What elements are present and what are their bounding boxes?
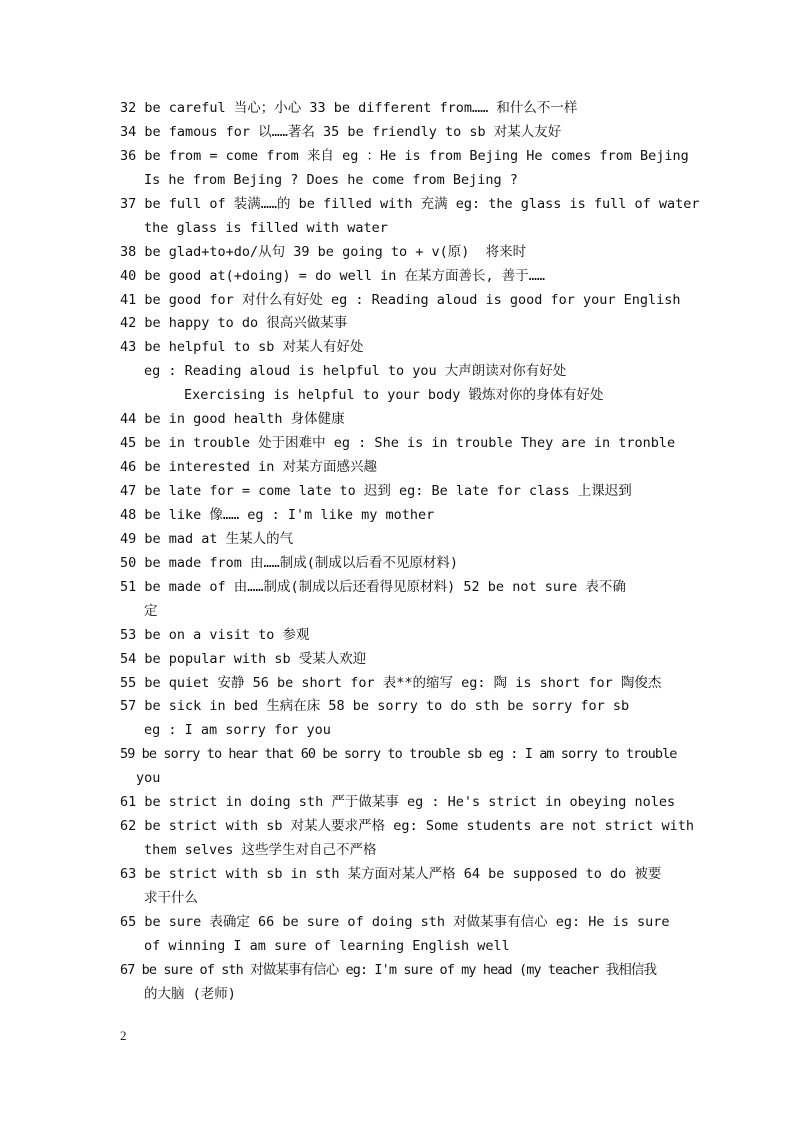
text-line: 54 be popular with sb 受某人欢迎 [120, 650, 367, 667]
page-number: 2 [120, 1028, 127, 1043]
text-line: 63 be strict with sb in sth 某方面对某人严格 64 be supposed to do 被要 [120, 866, 662, 882]
text-line: them selves 这些学生对自己不严格 [144, 842, 377, 859]
text-line: eg : I am sorry for you [144, 722, 331, 739]
text-line: 45 be in trouble 处于困难中 eg : She is in trouble They are in tronble [120, 435, 676, 452]
text-line: eg : Reading aloud is helpful to you 大声朗读对你有好处 [144, 363, 567, 380]
text-line: 51 be made of 由……制成(制成以后还看得见原材料) 52 be not sure 表不确 [120, 578, 626, 595]
text-line: 67 be sure of sth 对做某事有信心 eg: I'm sure of my head (my teacher 我相信我 [120, 961, 657, 978]
text-line: 42 be happy to do 很高兴做某事 [120, 315, 348, 332]
text-line: of winning I am sure of learning English well [144, 937, 510, 954]
text-line: 的大脑 (老师) [144, 985, 236, 1002]
text-line: 定 [144, 602, 158, 619]
text-line: 38 be glad+to+do/从句 39 be going to + v(原) 将来时 [120, 243, 527, 260]
text-line: 49 be mad at 生某人的气 [120, 530, 294, 547]
text-line: 36 be from = come from 来自 eg ：He is from Bejing He comes from Bejing [120, 147, 689, 164]
text-line: Exercising is helpful to your body 锻炼对你的身体有好处 [184, 387, 604, 404]
text-line: 求干什么 [144, 889, 198, 906]
text-line: 61 be strict in doing sth 严于做某事 eg : He's strict in obeying noles [120, 794, 676, 811]
text-line: 48 be like 像…… eg : I'm like my mother [120, 506, 435, 523]
text-line: 44 be in good health 身体健康 [120, 411, 345, 428]
phrase-list [120, 97, 740, 1007]
text-line: 62 be strict with sb 对某人要求严格 eg: Some students are not strict with [120, 818, 695, 835]
text-line: 41 be good for 对什么有好处 eg : Reading aloud is good for your English [120, 291, 681, 308]
text-line: 55 be quiet 安静 56 be short for 表**的缩写 eg: 陶 is short for 陶俊杰 [120, 674, 662, 691]
text-line: 43 be helpful to sb 对某人有好处 [120, 339, 364, 356]
text-line: 59 be sorry to hear that 60 be sorry to trouble sb eg : I am sorry to trouble [120, 746, 677, 763]
text-line: 37 be full of 装满……的 be filled with 充满 eg: the glass is full of water [120, 195, 700, 212]
text-line: 34 be famous for 以……著名 35 be friendly to sb 对某人友好 [120, 123, 562, 140]
text-line: 47 be late for = come late to 迟到 eg: Be late for class 上课迟到 [120, 483, 632, 499]
text-line: 32 be careful 当心；小心 33 be different from…… 和什么不一样 [120, 100, 578, 116]
text-line: the glass is filled with water [144, 219, 388, 236]
text-line: 50 be made from 由……制成(制成以后看不见原材料) [120, 554, 459, 571]
text-line: you [136, 770, 161, 787]
text-line: 65 be sure 表确定 66 be sure of doing sth 对做某事有信心 eg: He is sure [120, 913, 670, 930]
text-line: 53 be on a visit to 参观 [120, 626, 310, 643]
text-line: 46 be interested in 对某方面感兴趣 [120, 459, 378, 476]
text-line: Is he from Bejing ? Does he come from Bejing ? [144, 171, 518, 188]
text-line: 40 be good at(+doing) = do well in 在某方面善长, 善于…… [120, 267, 545, 284]
text-line: 57 be sick in bed 生病在床 58 be sorry to do sth be sorry for sb [120, 698, 630, 715]
